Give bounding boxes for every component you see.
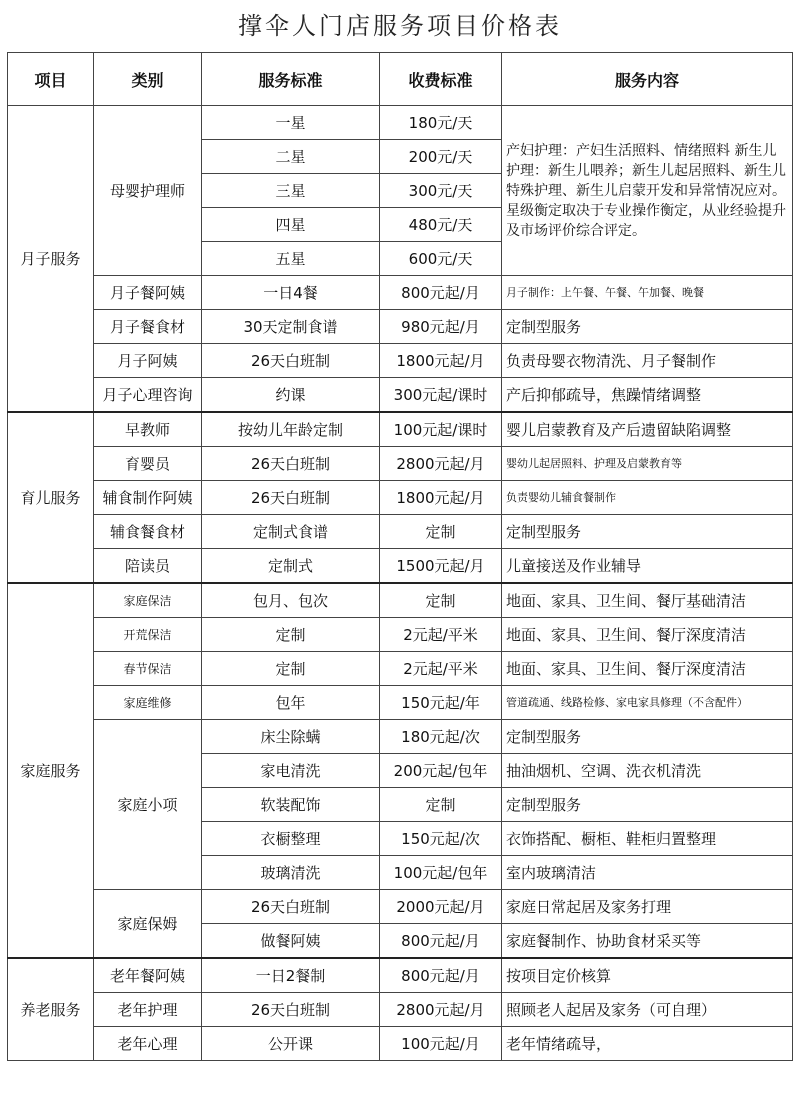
price-cell: 定制 — [380, 583, 502, 618]
price-cell: 100元起/包年 — [380, 856, 502, 890]
category-cell: 陪读员 — [94, 549, 202, 584]
price-cell: 定制 — [380, 788, 502, 822]
price-cell: 300元/天 — [380, 174, 502, 208]
price-cell: 1500元起/月 — [380, 549, 502, 584]
standard-cell: 26天白班制 — [202, 447, 380, 481]
table-row — [8, 890, 793, 924]
price-table — [7, 52, 793, 1061]
header-content: 服务内容 — [502, 53, 793, 106]
price-cell: 2元起/平米 — [380, 618, 502, 652]
price-cell: 180元/天 — [380, 106, 502, 140]
table-body — [8, 106, 793, 1061]
price-cell: 1800元起/月 — [380, 481, 502, 515]
category-cell: 老年心理 — [94, 1027, 202, 1061]
standard-cell: 公开课 — [202, 1027, 380, 1061]
table-row — [8, 549, 793, 584]
content-cell: 照顾老人起居及家务（可自理） — [502, 993, 793, 1027]
price-cell: 480元/天 — [380, 208, 502, 242]
content-cell: 地面、家具、卫生间、餐厅基础清洁 — [502, 583, 793, 618]
standard-cell: 衣橱整理 — [202, 822, 380, 856]
category-cell: 月子餐食材 — [94, 310, 202, 344]
content-cell: 定制型服务 — [502, 788, 793, 822]
content-cell: 室内玻璃清洁 — [502, 856, 793, 890]
content-cell: 家庭餐制作、协助食材采买等 — [502, 924, 793, 959]
content-cell: 定制型服务 — [502, 310, 793, 344]
price-cell: 150元起/年 — [380, 686, 502, 720]
content-cell: 婴儿启蒙教育及产后遗留缺陷调整 — [502, 412, 793, 447]
standard-cell: 26天白班制 — [202, 993, 380, 1027]
project-cell: 育儿服务 — [8, 412, 94, 583]
standard-cell: 家电清洗 — [202, 754, 380, 788]
table-header-row — [8, 53, 793, 106]
table-row — [8, 310, 793, 344]
category-cell: 开荒保洁 — [94, 618, 202, 652]
category-cell: 家庭保姆 — [94, 890, 202, 959]
price-cell: 200元/天 — [380, 140, 502, 174]
price-cell: 200元起/包年 — [380, 754, 502, 788]
header-category: 类别 — [94, 53, 202, 106]
category-cell: 老年护理 — [94, 993, 202, 1027]
category-cell: 辅食餐食材 — [94, 515, 202, 549]
category-cell: 老年餐阿姨 — [94, 958, 202, 993]
table-row — [8, 106, 793, 140]
category-cell: 家庭维修 — [94, 686, 202, 720]
content-cell: 按项目定价核算 — [502, 958, 793, 993]
price-cell: 2元起/平米 — [380, 652, 502, 686]
standard-cell: 玻璃清洗 — [202, 856, 380, 890]
standard-cell: 床尘除螨 — [202, 720, 380, 754]
content-cell: 地面、家具、卫生间、餐厅深度清洁 — [502, 652, 793, 686]
price-cell: 2800元起/月 — [380, 447, 502, 481]
project-cell: 家庭服务 — [8, 583, 94, 958]
table-row — [8, 686, 793, 720]
project-cell: 养老服务 — [8, 958, 94, 1061]
standard-cell: 一日2餐制 — [202, 958, 380, 993]
standard-cell: 二星 — [202, 140, 380, 174]
table-row — [8, 378, 793, 413]
table-row — [8, 1027, 793, 1061]
price-cell: 100元起/课时 — [380, 412, 502, 447]
content-cell: 衣饰搭配、橱柜、鞋柜归置整理 — [502, 822, 793, 856]
category-cell: 月子心理咨询 — [94, 378, 202, 413]
content-cell: 月子制作：上午餐、午餐、午加餐、晚餐 — [502, 276, 793, 310]
page-title: 撑伞人门店服务项目价格表 — [238, 12, 562, 40]
table-row — [8, 583, 793, 618]
standard-cell: 约课 — [202, 378, 380, 413]
price-cell: 定制 — [380, 515, 502, 549]
content-cell: 定制型服务 — [502, 515, 793, 549]
category-cell: 月子阿姨 — [94, 344, 202, 378]
content-cell: 婴幼儿起居照料、护理及启蒙教育等 — [502, 447, 793, 481]
price-cell: 980元起/月 — [380, 310, 502, 344]
standard-cell: 一日4餐 — [202, 276, 380, 310]
standard-cell: 26天白班制 — [202, 481, 380, 515]
price-cell: 2000元起/月 — [380, 890, 502, 924]
content-cell: 负责母婴衣物清洗、月子餐制作 — [502, 344, 793, 378]
category-cell: 辅食制作阿姨 — [94, 481, 202, 515]
price-cell: 100元起/月 — [380, 1027, 502, 1061]
standard-cell: 定制 — [202, 618, 380, 652]
table-row — [8, 993, 793, 1027]
content-cell: 抽油烟机、空调、洗衣机清洗 — [502, 754, 793, 788]
content-cell: 老年情绪疏导， — [502, 1027, 793, 1061]
header-standard: 服务标准 — [202, 53, 380, 106]
content-cell: 产妇护理：产妇生活照料、情绪照料 新生儿护理：新生儿喂养；新生儿起居照料、新生儿特殊护理、新生儿启蒙开发和异常情况应对。 星级衡定取决于专业操作衡定，从业经验提升及市场评价综合评定。 — [502, 106, 793, 276]
standard-cell: 26天白班制 — [202, 890, 380, 924]
category-cell: 早教师 — [94, 412, 202, 447]
standard-cell: 四星 — [202, 208, 380, 242]
price-cell: 2800元起/月 — [380, 993, 502, 1027]
price-cell: 150元起/次 — [380, 822, 502, 856]
standard-cell: 定制 — [202, 652, 380, 686]
standard-cell: 做餐阿姨 — [202, 924, 380, 959]
table-row — [8, 652, 793, 686]
category-cell: 家庭保洁 — [94, 583, 202, 618]
standard-cell: 一星 — [202, 106, 380, 140]
content-cell: 管道疏通、线路检修、家电家具修理（不含配件） — [502, 686, 793, 720]
category-cell: 家庭小项 — [94, 720, 202, 890]
price-cell: 800元起/月 — [380, 924, 502, 959]
content-cell: 家庭日常起居及家务打理 — [502, 890, 793, 924]
standard-cell: 五星 — [202, 242, 380, 276]
table-row — [8, 720, 793, 754]
table-row — [8, 412, 793, 447]
standard-cell: 按幼儿年龄定制 — [202, 412, 380, 447]
standard-cell: 30天定制食谱 — [202, 310, 380, 344]
table-row — [8, 447, 793, 481]
standard-cell: 三星 — [202, 174, 380, 208]
content-cell: 儿童接送及作业辅导 — [502, 549, 793, 584]
category-cell: 母婴护理师 — [94, 106, 202, 276]
standard-cell: 包年 — [202, 686, 380, 720]
content-cell: 定制型服务 — [502, 720, 793, 754]
header-price: 收费标准 — [380, 53, 502, 106]
category-cell: 春节保洁 — [94, 652, 202, 686]
header-project: 项目 — [8, 53, 94, 106]
price-cell: 300元起/课时 — [380, 378, 502, 413]
price-cell: 600元/天 — [380, 242, 502, 276]
table-row — [8, 344, 793, 378]
price-cell: 180元起/次 — [380, 720, 502, 754]
standard-cell: 软装配饰 — [202, 788, 380, 822]
category-cell: 月子餐阿姨 — [94, 276, 202, 310]
standard-cell: 26天白班制 — [202, 344, 380, 378]
content-cell: 负责婴幼儿辅食餐制作 — [502, 481, 793, 515]
category-cell: 育婴员 — [94, 447, 202, 481]
price-cell: 800元起/月 — [380, 958, 502, 993]
standard-cell: 包月、包次 — [202, 583, 380, 618]
content-cell: 产后抑郁疏导，焦躁情绪调整 — [502, 378, 793, 413]
table-row — [8, 515, 793, 549]
price-cell: 1800元起/月 — [380, 344, 502, 378]
table-row — [8, 958, 793, 993]
table-row — [8, 481, 793, 515]
table-row — [8, 618, 793, 652]
table-row — [8, 276, 793, 310]
standard-cell: 定制式 — [202, 549, 380, 584]
price-cell: 800元起/月 — [380, 276, 502, 310]
project-cell: 月子服务 — [8, 106, 94, 413]
standard-cell: 定制式食谱 — [202, 515, 380, 549]
content-cell: 地面、家具、卫生间、餐厅深度清洁 — [502, 618, 793, 652]
